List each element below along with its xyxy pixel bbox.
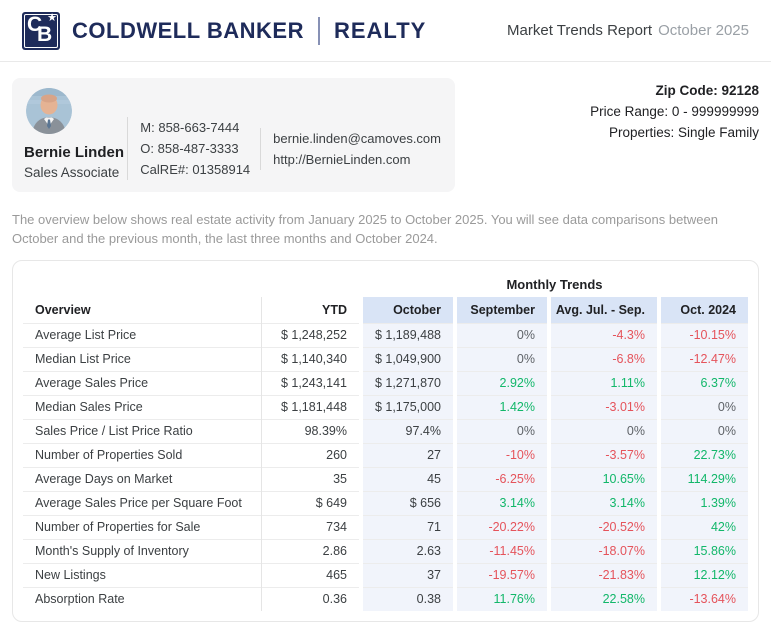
cell-october-value: $ 656	[361, 491, 455, 515]
cell-avg-jul-sep-change: 10.65%	[549, 467, 659, 491]
cell-avg-jul-sep-change: -3.57%	[549, 443, 659, 467]
cell-october-value: $ 1,049,900	[361, 347, 455, 371]
agent-website[interactable]: http://BernieLinden.com	[273, 152, 411, 167]
trends-table-body	[23, 323, 748, 611]
table-row	[23, 371, 748, 395]
row-metric-label: Median List Price	[23, 347, 261, 371]
cell-october-value: $ 1,271,870	[361, 371, 455, 395]
cell-ytd-value: 0.36	[261, 587, 361, 611]
agent-email[interactable]: bernie.linden@camoves.com	[273, 131, 441, 146]
trends-table-header	[23, 297, 748, 323]
agent-license: CalRE#: 01358914	[140, 162, 251, 177]
cell-oct-2024-change: 15.86%	[659, 539, 748, 563]
table-row	[23, 443, 748, 467]
agent-photo	[26, 88, 72, 134]
cell-oct-2024-change: 12.12%	[659, 563, 748, 587]
cell-oct-2024-change: 6.37%	[659, 371, 748, 395]
agent-phone-block	[127, 117, 250, 180]
cell-avg-jul-sep-change: 22.58%	[549, 587, 659, 611]
brand-division: REALTY	[333, 17, 427, 43]
cell-october-value: 27	[361, 443, 455, 467]
cell-oct-2024-change: 114.29%	[659, 467, 748, 491]
cell-october-value: 97.4%	[361, 419, 455, 443]
cell-oct-2024-change: -12.47%	[659, 347, 748, 371]
cell-october-value: 0.38	[361, 587, 455, 611]
top-header	[0, 0, 771, 62]
cell-ytd-value: 734	[261, 515, 361, 539]
cell-oct-2024-change: 42%	[659, 515, 748, 539]
row-metric-label: Sales Price / List Price Ratio	[23, 419, 261, 443]
table-row	[23, 419, 748, 443]
cell-avg-jul-sep-change: -4.3%	[549, 323, 659, 347]
table-row	[23, 563, 748, 587]
row-metric-label: Average List Price	[23, 323, 261, 347]
report-period: October 2025	[658, 22, 749, 39]
cell-october-value: $ 1,175,000	[361, 395, 455, 419]
cell-october-value: 37	[361, 563, 455, 587]
agent-name: Bernie Linden	[24, 144, 125, 161]
agent-office: O: 858-487-3333	[140, 141, 239, 156]
column-header-ytd: YTD	[322, 302, 347, 317]
table-row	[23, 491, 748, 515]
agent-identity	[24, 88, 127, 180]
cell-september-change: -11.45%	[455, 539, 549, 563]
column-header-oct-2024: Oct. 2024	[659, 297, 748, 323]
row-metric-label: Month's Supply of Inventory	[23, 539, 261, 563]
cell-ytd-value: $ 1,181,448	[261, 395, 361, 419]
column-header-avg-jul-sep: Avg. Jul. - Sep.	[549, 297, 659, 323]
cell-september-change: -19.57%	[455, 563, 549, 587]
table-row	[23, 587, 748, 611]
cell-ytd-value: 98.39%	[261, 419, 361, 443]
cell-ytd-value: $ 1,243,141	[261, 371, 361, 395]
trends-table	[23, 297, 748, 611]
cell-oct-2024-change: 0%	[659, 419, 748, 443]
cell-avg-jul-sep-change: 0%	[549, 419, 659, 443]
cell-september-change: 0%	[455, 419, 549, 443]
filter-zip-code: Zip Code: 92128	[655, 83, 759, 98]
cell-avg-jul-sep-change: -3.01%	[549, 395, 659, 419]
cell-oct-2024-change: 1.39%	[659, 491, 748, 515]
cell-avg-jul-sep-change: -6.8%	[549, 347, 659, 371]
cell-ytd-value: 465	[261, 563, 361, 587]
cell-oct-2024-change: -13.64%	[659, 587, 748, 611]
cell-oct-2024-change: 22.73%	[659, 443, 748, 467]
cell-september-change: 11.76%	[455, 587, 549, 611]
trends-table-card	[12, 260, 759, 622]
coldwell-banker-logo	[22, 12, 426, 50]
cell-september-change: 2.92%	[455, 371, 549, 395]
cell-ytd-value: 35	[261, 467, 361, 491]
agent-card	[12, 78, 455, 192]
cell-oct-2024-change: 0%	[659, 395, 748, 419]
cell-october-value: 2.63	[361, 539, 455, 563]
row-metric-label: Number of Properties for Sale	[23, 515, 261, 539]
cell-september-change: 1.42%	[455, 395, 549, 419]
cell-avg-jul-sep-change: 3.14%	[549, 491, 659, 515]
brand-name: COLDWELL BANKER	[72, 17, 304, 43]
row-metric-label: New Listings	[23, 563, 261, 587]
cell-september-change: 0%	[455, 323, 549, 347]
agent-mobile: M: 858-663-7444	[140, 120, 240, 135]
column-header-september: September	[455, 297, 549, 323]
cell-avg-jul-sep-change: 1.11%	[549, 371, 659, 395]
cell-avg-jul-sep-change: -18.07%	[549, 539, 659, 563]
column-header-october: October	[361, 297, 455, 323]
filter-price-range: Price Range: 0 - 999999999	[590, 104, 759, 119]
cell-ytd-value: $ 649	[261, 491, 361, 515]
agent-and-filters-row	[0, 62, 771, 192]
row-metric-label: Median Sales Price	[23, 395, 261, 419]
row-metric-label: Number of Properties Sold	[23, 443, 261, 467]
agent-links-block	[260, 128, 441, 170]
report-title	[507, 22, 749, 39]
cb-logo-letter-c: C	[27, 12, 43, 36]
column-header-overview: Overview	[23, 297, 261, 323]
cell-october-value: $ 1,189,488	[361, 323, 455, 347]
row-metric-label: Absorption Rate	[23, 587, 261, 611]
cell-september-change: 0%	[455, 347, 549, 371]
cell-ytd-value: $ 1,248,252	[261, 323, 361, 347]
cell-ytd-value: $ 1,140,340	[261, 347, 361, 371]
cb-logo-icon	[22, 12, 60, 50]
agent-title: Sales Associate	[24, 165, 120, 180]
table-row	[23, 347, 748, 371]
row-metric-label: Average Days on Market	[23, 467, 261, 491]
table-row	[23, 539, 748, 563]
cell-october-value: 45	[361, 467, 455, 491]
row-metric-label: Average Sales Price per Square Foot	[23, 491, 261, 515]
cell-avg-jul-sep-change: -21.83%	[549, 563, 659, 587]
cb-logo-star-icon: ★	[47, 11, 57, 24]
report-title-text: Market Trends Report	[507, 22, 653, 39]
table-row	[23, 395, 748, 419]
agent-avatar	[26, 88, 72, 134]
cell-september-change: 3.14%	[455, 491, 549, 515]
monthly-trends-title: Monthly Trends	[506, 276, 603, 292]
cell-september-change: -10%	[455, 443, 549, 467]
cell-september-change: -20.22%	[455, 515, 549, 539]
report-intro-text: The overview below shows real estate activity from January 2025 to October 2025. You will see data comparisons between October and the previous month, the last three months and October 2024.	[12, 212, 718, 246]
cell-ytd-value: 2.86	[261, 539, 361, 563]
table-row	[23, 467, 748, 491]
cell-avg-jul-sep-change: -20.52%	[549, 515, 659, 539]
cell-september-change: -6.25%	[455, 467, 549, 491]
cell-october-value: 71	[361, 515, 455, 539]
table-row	[23, 515, 748, 539]
monthly-trends-header-row	[23, 271, 748, 297]
report-filters	[455, 78, 759, 143]
cb-logo-letter-b: B	[37, 22, 53, 46]
table-row	[23, 323, 748, 347]
row-metric-label: Average Sales Price	[23, 371, 261, 395]
brand-divider	[318, 17, 320, 45]
filter-property-type: Properties: Single Family	[608, 125, 759, 140]
cell-oct-2024-change: -10.15%	[659, 323, 748, 347]
cell-ytd-value: 260	[261, 443, 361, 467]
